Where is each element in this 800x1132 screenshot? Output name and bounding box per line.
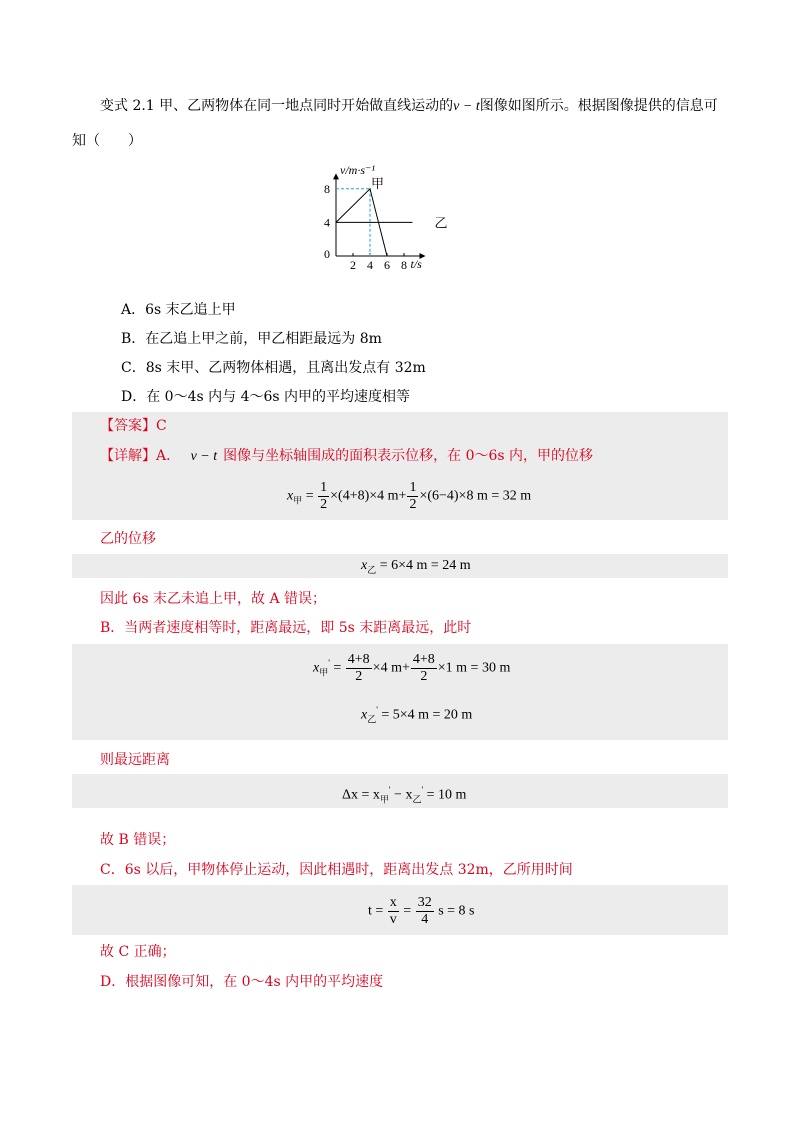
vt-graph <box>318 160 518 280</box>
eq5-prime1: ' <box>388 785 391 795</box>
eq3-frac1 <box>346 652 372 685</box>
series-yi-label: 乙 <box>434 215 448 231</box>
yi-displacement-label: 乙的位移 <box>100 531 156 547</box>
x-tick-label: 8 <box>401 258 407 272</box>
eq1-lhs: x <box>287 488 294 504</box>
eq5-rhs: = 10 m <box>423 787 467 803</box>
eq3-prime: ' <box>328 658 330 669</box>
eq4-lhs: x <box>361 707 368 723</box>
eq6-lhs: t = <box>368 903 387 919</box>
equation-jia-5s: $x_甲'$ = $\frac{4+8}{2}$ ×4 m+ $\frac{4+8}{2}$ ×1 m = 30 m <box>313 652 511 684</box>
answer-value: C <box>156 418 167 434</box>
eq6-frac1 <box>388 895 399 928</box>
eq3-mid: ×4 m+ <box>372 660 410 676</box>
detail-a-prefix: A． <box>156 448 181 464</box>
eq1-frac2-num: 1 <box>409 480 417 495</box>
x-tick-label: 2 <box>350 258 356 272</box>
eq6-mid: = <box>399 903 415 919</box>
equation-time <box>368 895 475 928</box>
eq2-lhs: x <box>361 558 368 573</box>
eq5-delta: Δx = x <box>342 787 380 803</box>
detail-line-a <box>100 446 593 467</box>
x-tick-label: 6 <box>384 258 390 272</box>
option-c: C．8s 末甲、乙两物体相遇，且离出发点有 32m <box>121 360 426 376</box>
conclusion-b: 故 B 错误； <box>100 832 176 848</box>
series-jia-label: 甲 <box>371 175 385 191</box>
equation-yi-displacement <box>361 556 471 580</box>
eq6-frac2-num: 32 <box>417 895 432 910</box>
option-b: B．在乙追上甲之前，甲乙相距最远为 8m <box>121 331 382 347</box>
eq1-frac1 <box>318 480 329 513</box>
eq1-sub: 甲 <box>293 495 303 506</box>
eq1-frac1-num: 1 <box>320 480 328 495</box>
detail-label: 【详解】 <box>100 448 156 464</box>
answer-label: 【答案】 <box>100 418 156 434</box>
eq1-frac2 <box>407 480 418 513</box>
eq1-tail: ×(6−4)×8 m = 32 m <box>419 488 532 504</box>
eq3-lhs: x <box>313 660 320 676</box>
eq5-prime2: ' <box>421 785 424 795</box>
option-a: A．6s 末乙追上甲 <box>121 302 236 318</box>
equation-yi-5s <box>361 700 472 729</box>
eq6-rhs: s = 8 s <box>434 903 475 919</box>
option-d: D．在 0～4s 内与 4～6s 内甲的平均速度相等 <box>121 389 411 405</box>
max-distance-label: 则最远距离 <box>100 752 170 768</box>
eq3-frac1-den: 2 <box>355 669 363 684</box>
vt-symbol: v − t <box>453 99 480 114</box>
eq5-sub1: 甲 <box>379 794 389 805</box>
answer-line <box>100 416 167 436</box>
eq6-frac2-den: 4 <box>421 912 429 927</box>
eq6-frac2 <box>416 895 434 928</box>
detail-b-text: B．当两者速度相等时，距离最远，即 5s 末距离最远，此时 <box>100 620 472 636</box>
eq1-frac1-den: 2 <box>320 497 328 512</box>
eq2-sub: 乙 <box>367 564 377 575</box>
question-text-a: 变式 2.1 甲、乙两物体在同一地点同时开始做直线运动的 <box>100 98 454 114</box>
equation-max-distance <box>342 780 466 809</box>
eq5-sub2: 乙 <box>412 794 422 805</box>
eq6-frac1-num: x <box>389 895 397 910</box>
eq4-sub: 乙 <box>367 714 377 725</box>
eq3-frac1-num: 4+8 <box>347 652 370 667</box>
detail-d-text: D．根据图像可知，在 0～4s 内甲的平均速度 <box>100 974 384 990</box>
equation-jia-displacement: $x_甲$ = $\frac{1}{2}$ ×(4+8)×4 m+ $\frac{1}{2}$ ×(6−4)×8 m = 32 m <box>287 480 532 512</box>
y-tick-label: 0 <box>324 247 330 261</box>
eq3-tail: ×1 m = 30 m <box>437 660 511 676</box>
x-axis-label: t/s <box>410 257 422 271</box>
detail-vt-symbol: v − t <box>190 449 218 464</box>
question-line-2: 知（ ） <box>72 133 142 149</box>
eq2-rhs: = 6×4 m = 24 m <box>376 558 471 573</box>
detail-a-text: 图像与坐标轴围成的面积表示位移，在 0～6s 内，甲的位移 <box>223 448 594 464</box>
question-text-b: 图像如图所示。根据图像提供的信息可 <box>479 98 718 114</box>
eq1-frac2-den: 2 <box>409 497 417 512</box>
y-tick-label: 4 <box>324 215 330 230</box>
conclusion-c: 故 C 正确； <box>100 944 176 960</box>
y-axis-label: v/m·s⁻¹ <box>340 163 375 177</box>
eq3-frac2 <box>411 652 437 685</box>
question-line-1 <box>100 96 718 117</box>
eq4-prime: ' <box>376 705 378 715</box>
eq3-frac2-num: 4+8 <box>412 652 435 667</box>
eq3-sub: 甲 <box>319 667 329 678</box>
eq1-mid: ×(4+8)×4 m+ <box>330 488 407 504</box>
eq5-minus: − x <box>390 787 413 803</box>
eq6-frac1-den: v <box>389 912 397 927</box>
eq4-rhs: = 5×4 m = 20 m <box>377 707 473 723</box>
detail-c-text: C．6s 以后，甲物体停止运动，因此相遇时，距离出发点 32m，乙所用时间 <box>100 862 573 878</box>
eq3-frac2-den: 2 <box>420 669 428 684</box>
y-tick-label: 8 <box>324 181 330 196</box>
conclusion-a: 因此 6s 末乙未追上甲，故 A 错误； <box>100 591 327 607</box>
x-tick-label: 4 <box>367 258 373 272</box>
